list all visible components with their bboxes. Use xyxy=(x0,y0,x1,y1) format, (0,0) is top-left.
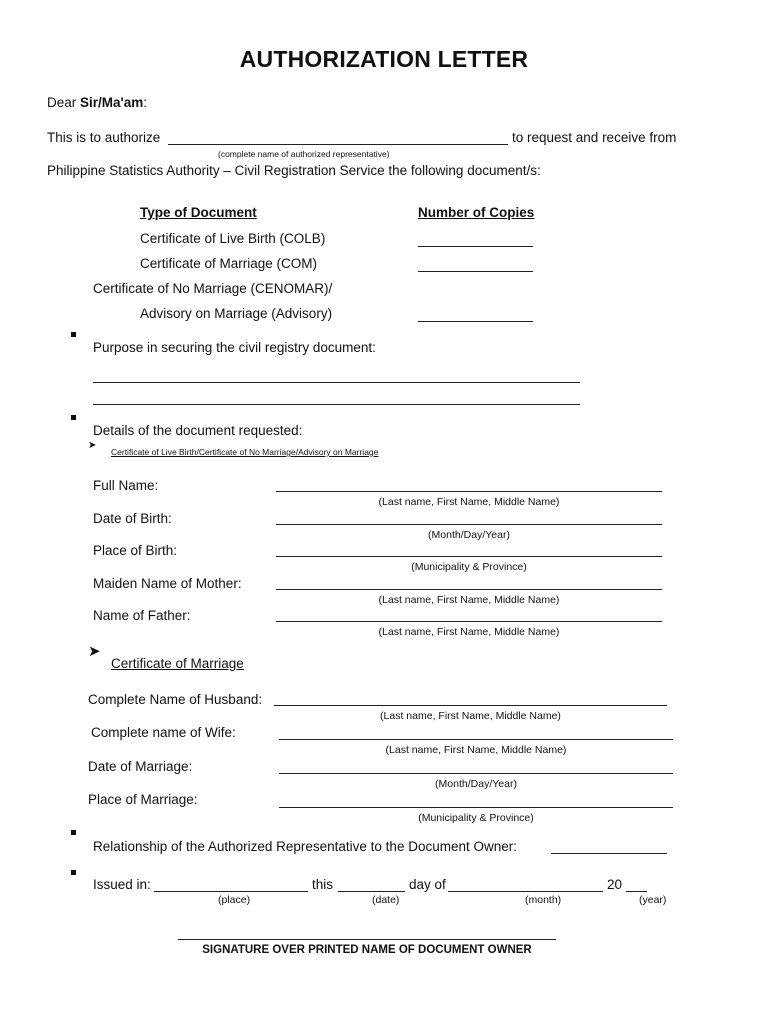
greeting xyxy=(47,95,147,110)
field-label-wife-name: Complete name of Wife: xyxy=(91,725,236,740)
arrow-bullet-icon: ➤ xyxy=(88,643,101,660)
husband-name-caption: (Last name, First Name, Middle Name) xyxy=(380,710,561,722)
details-subheading: Certificate of Live Birth/Certificate of No Marriage/Advisory on Marriage xyxy=(111,447,379,457)
greeting-prefix: Dear xyxy=(47,95,81,110)
field-label-mother-maiden-name: Maiden Name of Mother: xyxy=(93,576,242,591)
purpose-label: Purpose in securing the civil registry document: xyxy=(93,340,376,355)
field-label-date-of-birth: Date of Birth: xyxy=(93,511,172,526)
copies-blank-cenomar-advisory[interactable] xyxy=(418,321,533,322)
header-number-copies: Number of Copies xyxy=(418,205,535,220)
field-label-date-of-marriage: Date of Marriage: xyxy=(88,759,193,774)
bullet-relationship xyxy=(71,830,76,835)
details-label: Details of the document requested: xyxy=(93,423,303,438)
issued-month-blank[interactable] xyxy=(448,891,603,892)
date-of-birth-blank[interactable] xyxy=(276,524,662,525)
date-of-marriage-caption: (Month/Day/Year) xyxy=(435,778,517,790)
document-item-cenomar: Certificate of No Marriage (CENOMAR)/ xyxy=(93,281,333,296)
issued-day-of-text: day of xyxy=(409,877,446,892)
arrow-bullet-icon: ➤ xyxy=(88,440,97,451)
date-of-birth-caption: (Month/Day/Year) xyxy=(428,529,510,541)
field-label-full-name: Full Name: xyxy=(93,478,159,493)
father-name-caption: (Last name, First Name, Middle Name) xyxy=(378,626,560,638)
date-of-marriage-blank[interactable] xyxy=(279,773,673,774)
marriage-heading: Certificate of Marriage xyxy=(111,656,244,671)
field-label-place-of-birth: Place of Birth: xyxy=(93,543,178,558)
purpose-line-1[interactable] xyxy=(93,382,580,383)
document-item-colb: Certificate of Live Birth (COLB) xyxy=(140,231,326,246)
father-name-blank[interactable] xyxy=(276,621,662,622)
bullet-details xyxy=(71,415,76,420)
issued-year-prefix: 20 xyxy=(607,877,623,892)
full-name-blank[interactable] xyxy=(276,491,662,492)
intro-line2: Philippine Statistics Authority – Civil Registration Service the following document/s: xyxy=(47,163,541,178)
representative-caption: (complete name of authorized representative) xyxy=(218,149,390,159)
place-of-birth-blank[interactable] xyxy=(276,556,662,557)
field-label-father-name: Name of Father: xyxy=(93,608,191,623)
issued-year-caption: (year) xyxy=(639,894,667,906)
issued-label: Issued in: xyxy=(93,877,151,892)
signature-blank[interactable] xyxy=(178,939,556,940)
field-label-husband-name: Complete Name of Husband: xyxy=(88,692,263,707)
page-title: AUTHORIZATION LETTER xyxy=(239,46,529,72)
place-of-marriage-caption: (Municipality & Province) xyxy=(418,812,534,824)
greeting-name: Sir/Ma'am xyxy=(80,95,144,110)
relationship-label: Relationship of the Authorized Representative to the Document Owner: xyxy=(93,839,517,854)
issued-month-caption: (month) xyxy=(525,894,562,906)
copies-blank-com[interactable] xyxy=(418,271,533,272)
document-item-advisory: Advisory on Marriage (Advisory) xyxy=(140,306,333,321)
document-item-com: Certificate of Marriage (COM) xyxy=(140,256,318,271)
full-name-caption: (Last name, First Name, Middle Name) xyxy=(378,496,560,508)
greeting-suffix: : xyxy=(143,95,148,110)
wife-name-caption: (Last name, First Name, Middle Name) xyxy=(385,744,567,756)
field-label-place-of-marriage: Place of Marriage: xyxy=(88,792,198,807)
purpose-line-2[interactable] xyxy=(93,404,580,405)
issued-this-text: this xyxy=(312,877,334,892)
bullet-issued xyxy=(71,870,76,875)
mother-maiden-name-blank[interactable] xyxy=(276,589,662,590)
representative-name-blank[interactable] xyxy=(168,144,508,145)
copies-blank-colb[interactable] xyxy=(418,246,533,247)
issued-date-caption: (date) xyxy=(372,894,400,906)
issued-date-blank[interactable] xyxy=(338,891,405,892)
relationship-blank[interactable] xyxy=(551,853,667,854)
place-of-marriage-blank[interactable] xyxy=(279,807,673,808)
signature-caption: SIGNATURE OVER PRINTED NAME OF DOCUMENT OWNER xyxy=(202,944,532,956)
husband-name-blank[interactable] xyxy=(274,705,667,706)
bullet-purpose xyxy=(71,332,76,337)
wife-name-blank[interactable] xyxy=(279,739,673,740)
place-of-birth-caption: (Municipality & Province) xyxy=(411,561,527,573)
issued-place-caption: (place) xyxy=(218,894,251,906)
intro-start: This is to authorize xyxy=(47,130,161,145)
mother-maiden-name-caption: (Last name, First Name, Middle Name) xyxy=(378,594,560,606)
issued-year-blank[interactable] xyxy=(626,891,647,892)
header-document-type: Type of Document xyxy=(140,205,257,220)
intro-end: to request and receive from xyxy=(512,130,677,145)
issued-place-blank[interactable] xyxy=(154,891,308,892)
